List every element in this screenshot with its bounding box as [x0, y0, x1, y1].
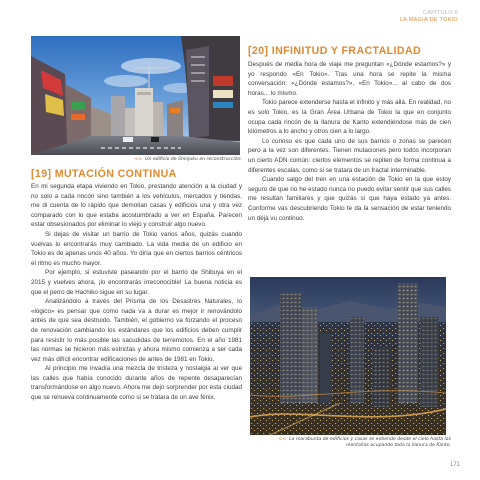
- tokyo-skyline-illustration: [250, 277, 446, 435]
- shinjuku-street-photo: [31, 36, 240, 155]
- section-19-paragraph: En mi segunda etapa viviendo en Tokio, prestando atención a la ciudad y no solo a cada rincón sino también a los vehículos, mercados y tiendas, me di cuenta de lo rápido que demolían casas y edificios una y otra vez comparado con lo que estaba acostumbrado a ver en España. Parecen estar obsesionados por eliminar lo viejo y construir algo nuevo.: [31, 183, 242, 229]
- section-20-heading: [20] INFINITUD Y FRACTALIDAD: [248, 45, 422, 57]
- section-20-body: [248, 60, 451, 223]
- caption-arrow-icon: <<: [134, 157, 143, 162]
- running-head: [400, 10, 458, 24]
- section-20-paragraph: Lo curioso es que cada uno de sus barrios o zonas se parecen pero a la vez son diferentes. Tienen mutaciones pero todos incorporan un cierto ADN común: ciertos elementos se repiten de forma continua a diferentes escalas, como si se tratara de un fractal interminable.: [248, 137, 451, 174]
- section-20-paragraph: Tokio parece extenderse hasta el infinito y más allá. En realidad, no es solo Tokio, es la Gran Área Urbana de Tokio la que en conjunto ocupa cada rincón de la llanura de Kanto extendiéndose más de cien kilómetros a lo ancho y otros cien a lo largo.: [248, 99, 451, 136]
- top-photo-caption: [112, 157, 242, 163]
- section-19-paragraph: Si dejas de visitar un barrio de Tokio varios años, quizás cuando vuelvas lo encontrarás muy cambiado. La vida media de un edificio en Tokio es de apenas unos 40 años. Yo diría que en ciertos barrios céntricos el ritmo es mucho mayor.: [31, 230, 242, 267]
- section-19-body: [31, 182, 242, 403]
- tokyo-night-skyline-photo: [250, 277, 446, 435]
- section-20-paragraph: Después de media hora de viaje me preguntan «¿Dónde estamos?» y yo respondo «En Tokio». Tras una hora se repite la misma conversación: «¿Dónde estamos?», «En Tokio»... al cabo de dos horas... lo mismo.: [248, 61, 451, 97]
- top-photo-caption-text: Un edificio de Shinjuku en reconstrucción.: [145, 157, 242, 162]
- bottom-photo-caption-text: La marabunta de edificios y casas se extiende desde el cielo hasta las montañas ocupando toda la llanura de Kanto.: [289, 437, 451, 448]
- section-19-heading: [19] MUTACIÓN CONTINUA: [31, 168, 177, 180]
- chapter-label: CAPÍTULO 6: [422, 10, 458, 16]
- shinjuku-street-illustration: [31, 36, 240, 155]
- chapter-title: LA MAGIA DE TOKIO: [399, 17, 458, 23]
- section-19-paragraph: Analizándolo a través del Prisma de los Desastres Naturales, lo «lógico» es pensar que como nada va a durar es mejor ir renovándolo antes de que sea destruido. También, el gobierno va forzando el proceso de renovación cambiando los estándares que los edificios deben cumplir para resistir lo más posible las sacudidas de terremotos. En el año 1981 las normas se hicieron más estrictas y ahora mismo comienza a ser cada vez más difícil encontrar edificaciones de antes de 1981 en Tokio.: [31, 298, 242, 363]
- bottom-photo-caption: [267, 437, 451, 449]
- caption-arrow-icon: <<: [278, 437, 287, 442]
- section-19-paragraph: Al principio me invadía una mezcla de tristeza y nostalgia al ver que las calles que había conocido durante años de repente desaparecían transformándose en algo nuevo. Ahora me dejo sorprender por esta ciudad que se renueva continuamente como si se tratara de un ave fénix.: [31, 365, 242, 402]
- section-19-paragraph: Por ejemplo, si estuviste paseando por el barrio de Shibuya en el 2015 y vuelves ahora, ¡lo encontrarás irreconocible! La buena noticia es que el perro de Hachiko sigue en su lugar.: [31, 269, 242, 296]
- page-number: 171: [449, 462, 460, 468]
- section-20-paragraph: Cuando salgo del tren en una estación de Tokio en la que estoy seguro de que no he estado nunca no puedo evitar sentir que sus calles me resultan familiares y que quizás sí que haya estado ya antes. Conforme vas descubriendo Tokio te da la sensación de estar teniendo un déjà vu continuo.: [248, 176, 451, 222]
